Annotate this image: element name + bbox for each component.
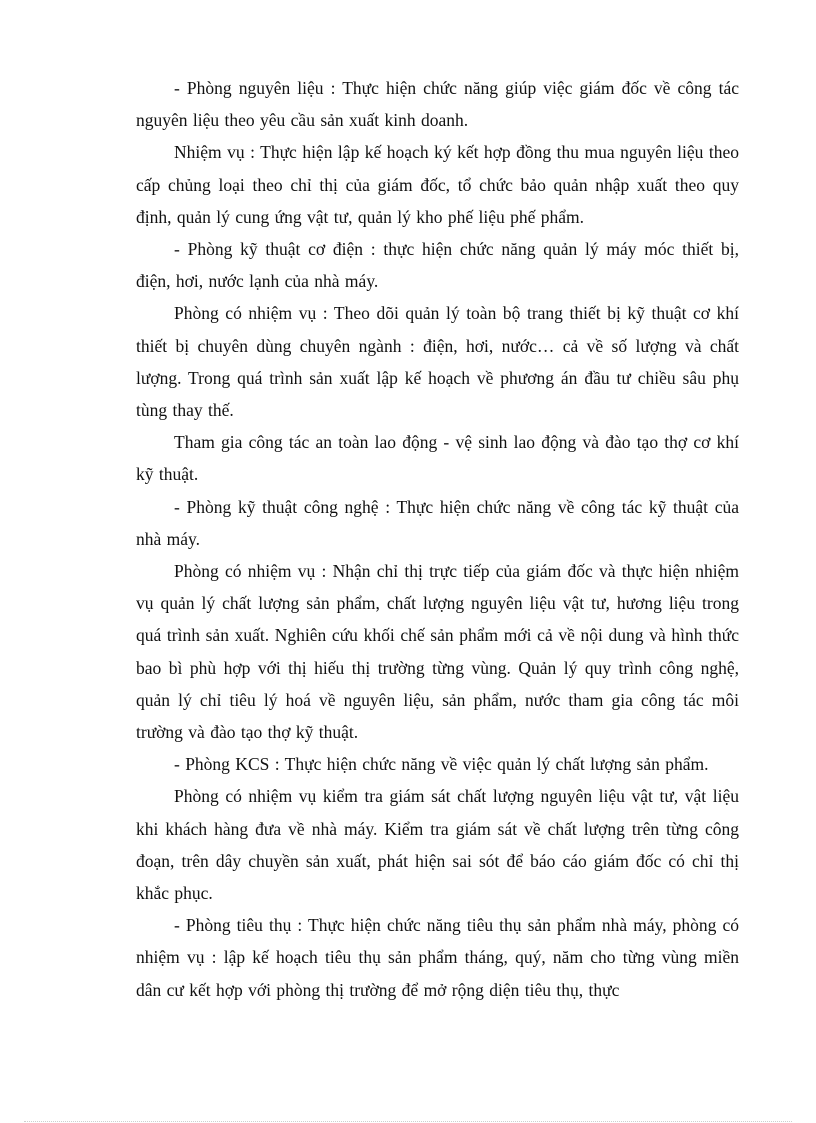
paragraph-nhiem-vu-cong-nghe: Phòng có nhiệm vụ : Nhận chỉ thị trực tiếp của giám đốc và thực hiện nhiệm vụ quản lý chất lượng sản phẩm, chất lượng nguyên liệu vật tư, hương liệu trong quá trình sản xuất. Nghiên cứu khối chế sản phẩm mới cả về nội dung và hình thức bao bì phù hợp với thị hiếu thị trường từng vùng. Quản lý quy trình công nghệ, quản lý chỉ tiêu lý hoá về nguyên liệu, sản phẩm, nước tham gia công tác môi trường và đào tạo thợ kỹ thuật. <box>136 561 739 743</box>
paragraph-nhiem-vu-co-dien: Phòng có nhiệm vụ : Theo dõi quản lý toàn bộ trang thiết bị kỹ thuật cơ khí thiết bị chuyên dùng chuyên ngành : điện, hơi, nước… cả về số lượng và chất lượng. Trong quá trình sản xuất lập kế hoạch về phương án đầu tư chiều sâu phụ tùng thay thế. <box>136 303 739 421</box>
document-body <box>136 72 739 1006</box>
paragraph-phong-ky-thuat-cong-nghe: - Phòng kỹ thuật công nghệ : Thực hiện chức năng về công tác kỹ thuật của nhà máy. <box>136 496 739 549</box>
paragraph-an-toan-lao-dong: Tham gia công tác an toàn lao động - vệ sinh lao động và đào tạo thợ cơ khí kỹ thuật. <box>136 432 739 485</box>
page-bottom-divider <box>24 1121 792 1122</box>
paragraph-phong-tieu-thu: - Phòng tiêu thụ : Thực hiện chức năng tiêu thụ sản phẩm nhà máy, phòng có nhiệm vụ : lập kế hoạch tiêu thụ sản phẩm tháng, quý, năm cho từng vùng miền dân cư kết hợp với phòng thị trường để mở rộng diện tiêu thụ, thực <box>136 915 739 1000</box>
paragraph-phong-ky-thuat-co-dien: - Phòng kỹ thuật cơ điện : thực hiện chức năng quản lý máy móc thiết bị, điện, hơi, nước lạnh của nhà máy. <box>136 239 739 292</box>
paragraph-phong-nguyen-lieu: - Phòng nguyên liệu : Thực hiện chức năng giúp việc giám đốc về công tác nguyên liệu theo yêu cầu sản xuất kinh doanh. <box>136 78 739 131</box>
paragraph-phong-kcs: - Phòng KCS : Thực hiện chức năng về việc quản lý chất lượng sản phẩm. <box>174 754 709 775</box>
paragraph-nhiem-vu-nguyen-lieu: Nhiệm vụ : Thực hiện lập kế hoạch ký kết hợp đồng thu mua nguyên liệu theo cấp chủng loại theo chỉ thị của giám đốc, tổ chức bảo quản nhập xuất theo quy định, quản lý cung ứng vật tư, quản lý kho phế liệu phế phẩm. <box>136 142 739 227</box>
paragraph-nhiem-vu-kcs: Phòng có nhiệm vụ kiểm tra giám sát chất lượng nguyên liệu vật tư, vật liệu khi khách hàng đưa về nhà máy. Kiểm tra giám sát về chất lượng trên từng công đoạn, trên dây chuyền sản xuất, phát hiện sai sót để báo cáo giám đốc có chỉ thị khắc phục. <box>136 786 739 904</box>
